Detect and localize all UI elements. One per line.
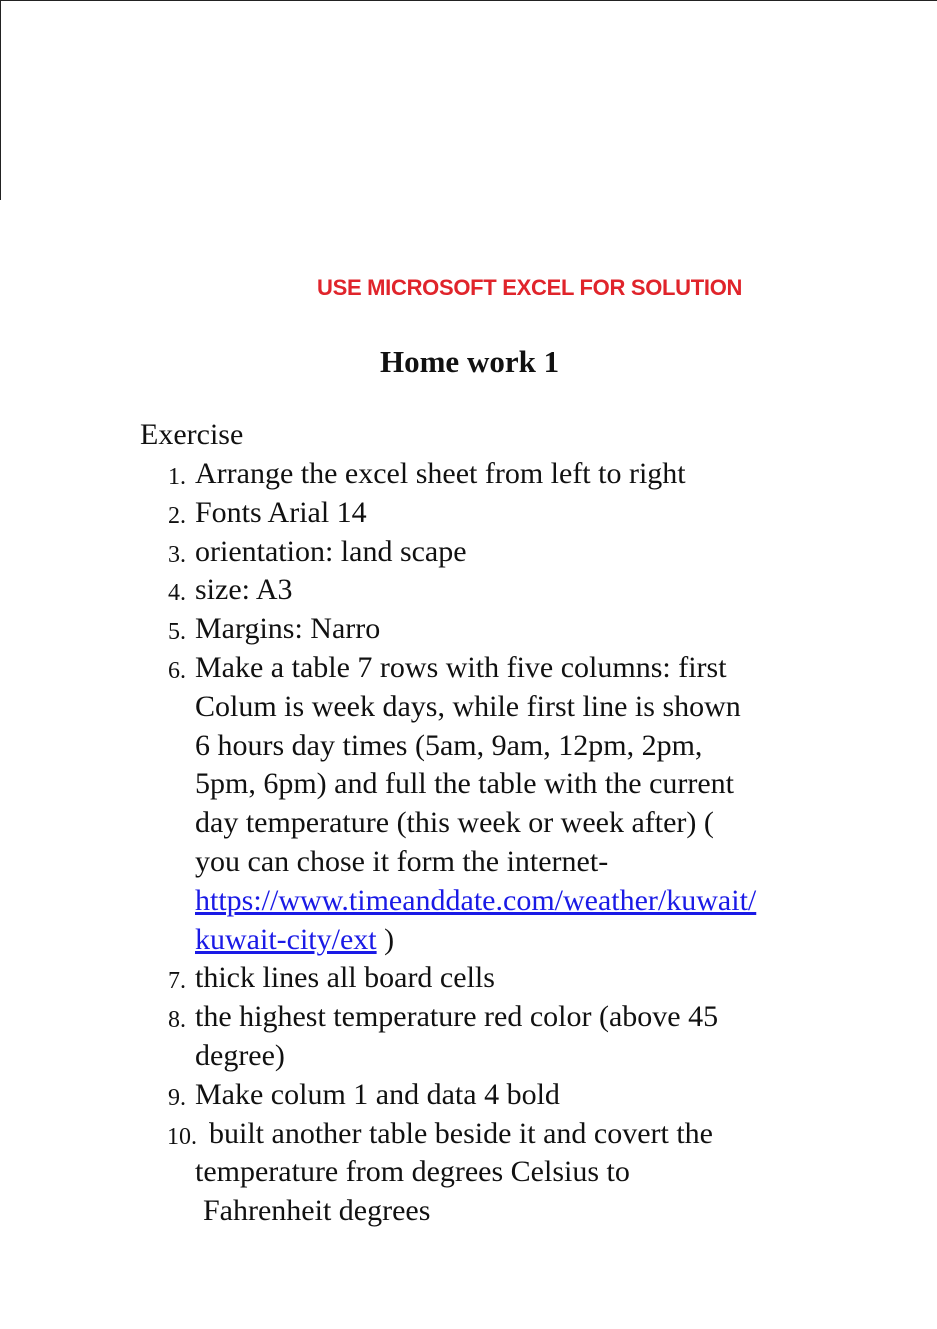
item-text <box>195 1115 820 1231</box>
item-line: degree) <box>195 1038 285 1072</box>
list-item <box>140 959 820 998</box>
item-number: 8. <box>168 1007 186 1034</box>
closing-paren: ) <box>376 922 395 956</box>
section-heading: Exercise <box>140 418 244 451</box>
list-item <box>140 455 820 494</box>
item-line <box>195 921 820 960</box>
item-number: 1. <box>168 464 186 490</box>
item-line-text: Fahrenheit degrees <box>203 1194 431 1228</box>
item-line: 6 hours day times (5am, 9am, 12pm, 2pm, <box>195 728 703 762</box>
exercise-list <box>140 455 820 1231</box>
page-title: Home work 1 <box>380 344 560 379</box>
list-item <box>140 998 820 1076</box>
item-number: 5. <box>168 619 186 646</box>
item-number: 2. <box>168 502 186 529</box>
list-item <box>140 571 820 610</box>
item-line: day temperature (this week or week after) ( <box>195 806 714 840</box>
weather-link-part-1[interactable]: https://www.timeanddate.com/weather/kuwait/ <box>195 883 757 917</box>
item-line: Make a table 7 rows with five columns: first <box>195 650 727 684</box>
item-line: built another table beside it and covert the <box>209 1116 713 1150</box>
item-text: Make colum 1 and data 4 bold <box>195 1077 560 1111</box>
item-number: 6. <box>168 657 186 684</box>
excel-notice: USE MICROSOFT EXCEL FOR SOLUTION <box>317 275 743 300</box>
item-number: 4. <box>168 580 186 607</box>
item-text: Margins: Narro <box>195 612 381 646</box>
item-text <box>195 649 820 959</box>
item-text: size: A3 <box>195 573 293 607</box>
item-number: 10. <box>167 1123 197 1150</box>
weather-link-part-2[interactable]: kuwait-city/ext <box>195 922 377 956</box>
item-text: orientation: land scape <box>195 534 467 568</box>
page-frame-border <box>0 0 937 200</box>
item-text: Fonts Arial 14 <box>195 495 367 529</box>
item-line <box>195 882 820 921</box>
item-line <box>195 1192 820 1231</box>
list-item <box>140 610 820 649</box>
list-item <box>140 1115 820 1231</box>
item-text <box>195 998 820 1076</box>
list-item <box>140 533 820 572</box>
item-line: temperature from degrees Celsius to <box>195 1155 630 1189</box>
list-item <box>140 649 820 959</box>
list-item <box>140 1076 820 1115</box>
item-line: 5pm, 6pm) and full the table with the current <box>195 767 735 801</box>
item-number: 9. <box>168 1084 186 1111</box>
item-text: Arrange the excel sheet from left to right <box>195 457 686 490</box>
item-line: Colum is week days, while first line is shown <box>195 689 741 723</box>
item-line: you can chose it form the internet- <box>195 844 609 878</box>
list-item <box>140 494 820 533</box>
item-line: the highest temperature red color (above 45 <box>195 1000 719 1034</box>
item-number: 3. <box>168 541 186 568</box>
item-number: 7. <box>168 968 186 995</box>
item-text: thick lines all board cells <box>195 961 495 995</box>
